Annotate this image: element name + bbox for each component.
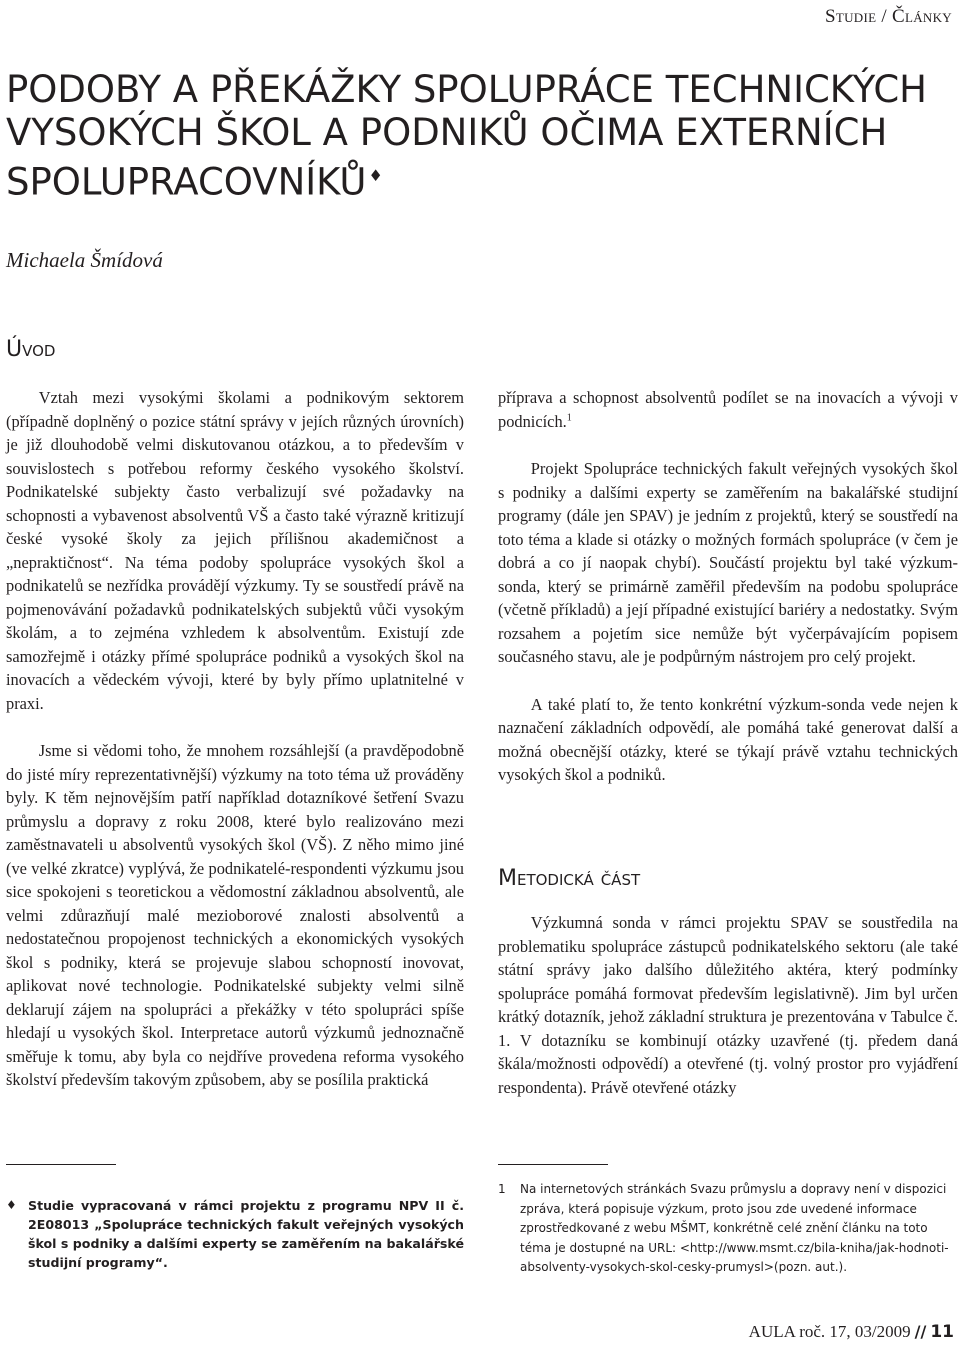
intro-paragraph-2: Jsme si vědomi toho, že mnohem rozsáhlejší (a pravděpodobně do jisté míry reprezentativnější) výzkumy na toto téma už prováděny byly. K těm nejnovějším patří například dotazníkové šetření Svazu průmyslu a dopravy z roku 2008, které bylo realizováno mezi zaměstnavateli u absolventů vysokých škol (VŠ). Z něho mimo jiné (ve velké zkratce) vyplývá, že podnikatelé-respondenti výzkumu jsou sice spokojeni s teoretickou a vědomostní základnou absolventů, ale velmi zdůrazňují malé mezioborové znalosti absolventů a nedostatečnou propojenost technických a ekonomických vysokých škol s podniky, která se projevuje slabou schopností inovovat, aplikovat nové technologie. Podnikatelské subjekty velmi silně deklarují zájem na spolupráci a překážky v této spolupráci spíše hledají u vysokých škol. Interpretace autorů výzkumů jednoznačně směřuje k tomu, aby byla co nejdříve provedena reforma vysokého školství především takovým způsobem, aby se posílila praktická xyxy=(6,741,464,1089)
footnote-title xyxy=(6,1196,464,1272)
journal-name: AULA roč. 17, 03/2009 xyxy=(748,1322,911,1341)
heading-method: Metodická část xyxy=(498,866,641,891)
footnote-1 xyxy=(498,1180,958,1278)
footnote-ref-1[interactable]: 1 xyxy=(566,412,572,424)
method-paragraph-1: Výzkumná sonda v rámci projektu SPAV se soustředila na problematiku spolupráce zástupců podnikatelského sektoru (ale také státní správy jako dalšího důležitého aktéra, který podmínky spolupráce pomáhá formovat především legislativně). Jim byl určen krátký dotazník, jehož základní struktura je prezentována v Tabulce č. 1. V dotazníku se kombinují otázky uzavřené (tj. předem daná škála/možnosti odpovědí) a otevřené (tj. volný prostor pro vyjádření respondenta). Právě otevřené otázky xyxy=(498,913,958,1097)
article-title xyxy=(6,68,956,203)
footnote-title-mark: ♦ xyxy=(6,1198,17,1212)
footnote-divider-left xyxy=(6,1164,116,1165)
intro-paragraph-3: Projekt Spolupráce technických fakult veřejných vysokých škol s podniky a dalšími experty se zaměřením na bakalářské studijní programy (dále jen SPAV) je jedním z projektů, který se soustředí na toto téma a klade si otázky o možných formách spolupráce (v čem je dobrá a co jí naopak chybí). Součástí projektu byl také výzkum-sonda, který se primárně zaměřil především na podobu spolupráce (včetně příkladů) a její případné existující bariéry a nedostatky. Svým rozsahem a pojetím sice nemůže být vyčerpávajícím popisem současného stavu, ale je podpůrným nástrojem pro celý projekt. xyxy=(498,459,958,666)
right-column xyxy=(498,386,958,787)
section-label: Studie / Články xyxy=(825,6,952,27)
heading-intro: Úvod xyxy=(6,337,56,362)
continued-text: příprava a schopnost absolventů podílet se na inovacích a vývoji v podnicích. xyxy=(498,388,958,431)
footnote-1-text: Na internetových stránkách Svazu průmyslu a dopravy není v dispozici zpráva, která popisuje výzkum, proto jsou zde uvedené informace zprostředkované z webu MŠMT, konkrétně celé znění článku na toto téma je dostupné na URL: <http://www.msmt.cz/bila-kniha/jak-hodnoti-absolventy-vysokych-skol-cesky-prumysl>(pozn. aut.). xyxy=(520,1182,949,1274)
footer-separator: // xyxy=(914,1322,927,1341)
method-column xyxy=(498,911,958,1099)
page-number: 11 xyxy=(930,1322,954,1342)
footnote-title-text: Studie vypracovaná v rámci projektu z programu NPV II č. 2E08013 „Spolupráce technických fakult veřejných vysokých škol s podniky a dalšími experty se zaměřením na bakalářské studijní programy“. xyxy=(28,1198,464,1270)
intro-paragraph-1: Vztah mezi vysokými školami a podnikovým sektorem (případně doplněný o pozice státní správy v jejích různých úrovních) je již dlouhodobě velmi diskutovanou otázkou, a to především v souvislostech s potřebou reformy českého vysokého školství. Podnikatelské subjekty často verbalizují své požadavky na schopnosti a vybavenost absolventů VŠ a často také výrazně kritizují české vysoké školy za jejich přílišnou akademičnost a „nepraktičnost“. Na téma podoby spolupráce vysokých škol a podnikatelů se nezřídka provádějí výzkumy. Ty se soustředí právě na pojmenovávání požadavků podnikatelských subjektů vůči vysokým školám, a to zejména vzhledem k absolventům. Existují zde samozřejmě i otázky přímé spolupráce podniků a vysokých škol na inovacích a vědeckém vývoji, které by byly přímo uplatnitelné v praxi. xyxy=(6,388,464,713)
left-column xyxy=(6,386,464,1092)
page-footer xyxy=(749,1322,954,1342)
intro-paragraph-4: A také platí to, že tento konkrétní výzkum-sonda vede nejen k naznačení základních odpovědí, ale pomáhá také generovat další a možná obecnější otázky, které se týkají právě vztahu technických vysokých škol a podniků. xyxy=(498,694,958,784)
article-author: Michaela Šmídová xyxy=(6,248,163,272)
footnote-divider-right xyxy=(498,1164,608,1165)
footnote-1-number: 1 xyxy=(498,1182,506,1196)
intro-paragraph-2-continued xyxy=(498,386,958,433)
title-footnote-mark: ♦ xyxy=(368,166,383,185)
article-title-text: PODOBY A PŘEKÁŽKY SPOLUPRÁCE TECHNICKÝCH VYSOKÝCH ŠKOL A PODNIKŮ OČIMA EXTERNÍCH SPOLUPRACOVNÍKŮ xyxy=(6,68,927,204)
